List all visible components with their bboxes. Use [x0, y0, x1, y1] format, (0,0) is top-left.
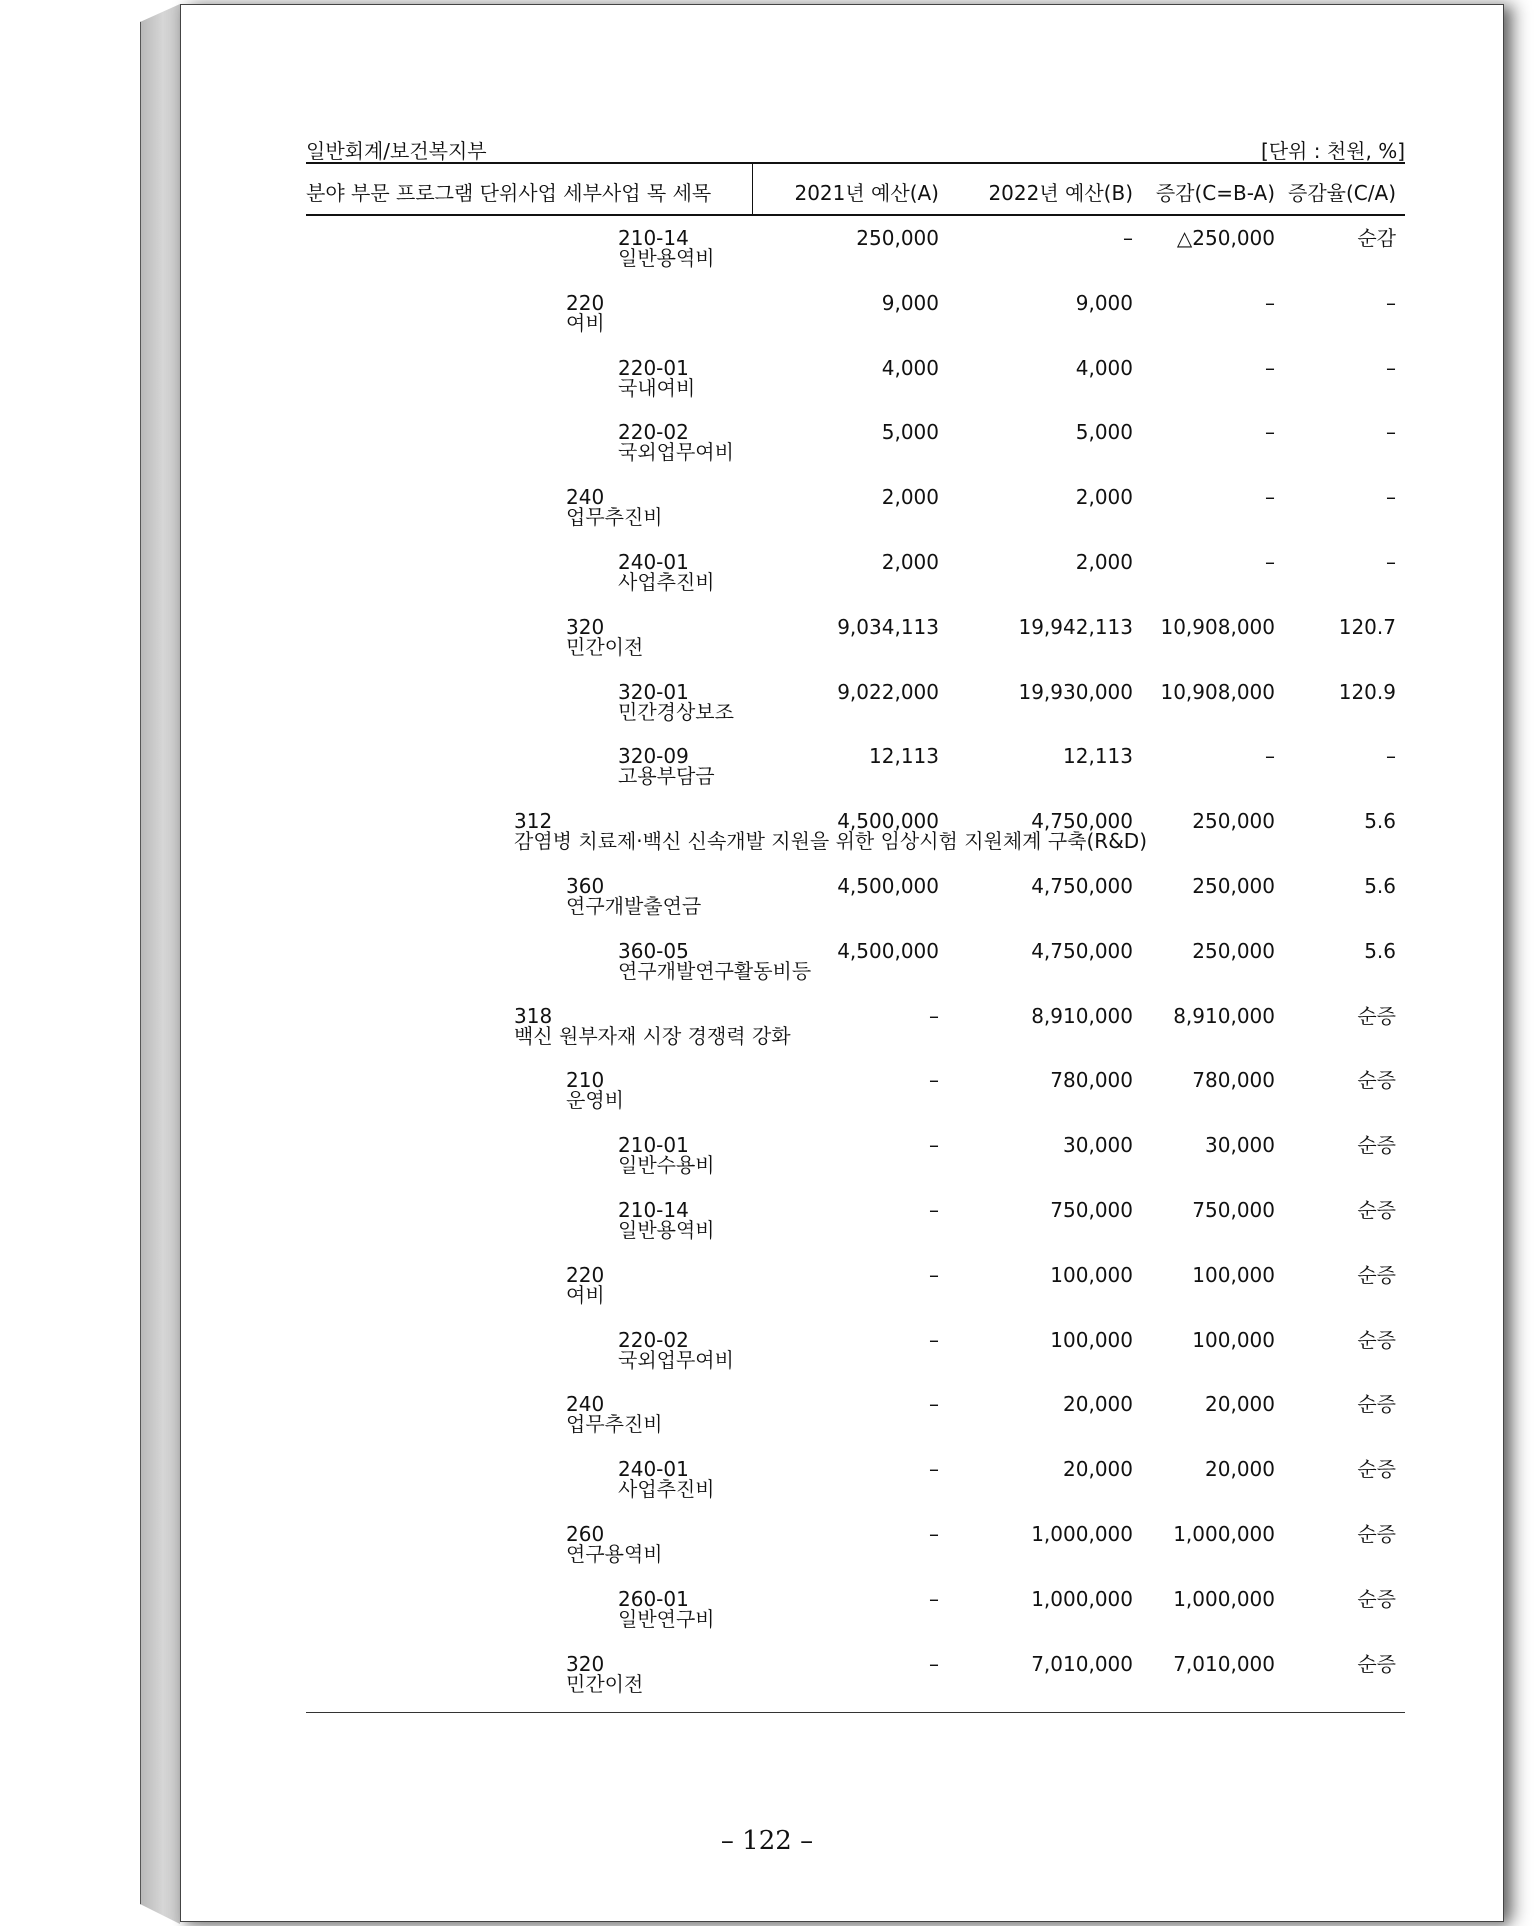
row-change: 20,000 [1205, 1392, 1275, 1417]
row-code: 318 [514, 1003, 553, 1028]
row-name: 여비 [566, 310, 605, 335]
row-change: 10,908,000 [1160, 614, 1275, 639]
row-change: 780,000 [1192, 1068, 1275, 1093]
row-2022-budget: 750,000 [1050, 1198, 1133, 1222]
row-2021-budget: – [929, 1327, 939, 1352]
row-change-rate: 120.9 [1338, 679, 1396, 704]
col-header-change: 증감(C=B-A) [1155, 181, 1275, 205]
row-name: 운영비 [566, 1088, 624, 1113]
col-header-2022: 2022년 예산(B) [988, 181, 1133, 205]
row-name: 사업추진비 [618, 570, 715, 594]
row-change: 10,908,000 [1160, 679, 1275, 704]
table-row [0, 1394, 1534, 1454]
page-number: – 122 – [720, 1826, 814, 1856]
row-2022-budget: 19,942,113 [1018, 614, 1133, 639]
table-row [0, 1327, 1534, 1390]
row-change-rate: 순증 [1357, 1133, 1396, 1158]
table-row [0, 1586, 1534, 1649]
row-change: 8,910,000 [1173, 1003, 1275, 1028]
row-code: 220 [566, 290, 605, 315]
row-code: 220-01 [618, 355, 689, 380]
row-code: 240 [566, 1392, 605, 1417]
row-name: 업무추진비 [566, 505, 663, 530]
row-2021-budget: – [929, 1198, 939, 1222]
row-change-rate: – [1386, 355, 1396, 380]
row-code: 312 [514, 809, 553, 834]
row-change: 250,000 [1192, 938, 1275, 963]
table-row [0, 811, 1534, 871]
row-2021-budget: – [929, 1586, 939, 1611]
row-code: 320-01 [618, 679, 689, 704]
table-row [0, 552, 1534, 612]
table-row [0, 876, 1534, 936]
table-row [0, 1459, 1534, 1519]
row-2022-budget: 1,000,000 [1031, 1522, 1133, 1546]
row-code: 320 [566, 1651, 605, 1676]
row-2021-budget: – [929, 1262, 939, 1287]
table-row [0, 679, 1534, 742]
row-2022-budget: 4,750,000 [1031, 809, 1133, 834]
row-2021-budget: 4,500,000 [837, 809, 939, 834]
unit-label: [단위 : 천원, %] [1260, 139, 1405, 163]
row-2022-budget: 780,000 [1050, 1068, 1133, 1093]
row-2021-budget: 4,500,000 [837, 938, 939, 963]
row-2021-budget: – [929, 1457, 939, 1482]
row-change-rate: 순감 [1357, 226, 1396, 250]
row-change: 100,000 [1192, 1327, 1275, 1352]
row-name: 민간경상보조 [618, 699, 734, 724]
row-2022-budget: 2,000 [1075, 550, 1133, 574]
row-change: 20,000 [1205, 1457, 1275, 1482]
row-2022-budget: 4,000 [1075, 355, 1133, 380]
row-name: 연구개발연구활동비등 [618, 958, 812, 983]
table-row [0, 1003, 1534, 1066]
row-2021-budget: 9,034,113 [837, 614, 939, 639]
row-2022-budget: 4,750,000 [1031, 938, 1133, 963]
row-code: 220-02 [618, 420, 689, 445]
row-code: 260-01 [618, 1586, 689, 1611]
row-change: – [1265, 355, 1275, 380]
row-name: 국내여비 [618, 375, 696, 400]
row-code: 210-14 [618, 1198, 689, 1222]
table-bottom-rule [306, 1712, 1405, 1713]
table-row [0, 1135, 1534, 1195]
col-header-2021: 2021년 예산(A) [794, 181, 939, 205]
row-2021-budget: – [929, 1651, 939, 1676]
row-2021-budget: 12,113 [869, 744, 939, 769]
row-name: 일반수용비 [618, 1153, 715, 1178]
table-row [0, 1200, 1534, 1260]
row-change: 30,000 [1205, 1133, 1275, 1158]
row-2021-budget: 9,022,000 [837, 679, 939, 704]
row-change-rate: 순증 [1357, 1198, 1396, 1222]
row-name: 일반용역비 [618, 246, 715, 270]
row-2022-budget: 19,930,000 [1018, 679, 1133, 704]
row-code: 260 [566, 1522, 605, 1546]
row-2022-budget: – [1123, 226, 1133, 250]
row-name: 연구개발출연금 [566, 894, 702, 918]
row-change-rate: – [1386, 290, 1396, 315]
table-row [0, 1524, 1534, 1584]
row-change-rate: 5.6 [1364, 938, 1396, 963]
table-row [0, 1651, 1534, 1714]
row-code: 320 [566, 614, 605, 639]
row-2022-budget: 100,000 [1050, 1327, 1133, 1352]
row-2022-budget: 20,000 [1063, 1392, 1133, 1417]
row-change: 7,010,000 [1173, 1651, 1275, 1676]
row-name: 민간이전 [566, 634, 644, 659]
row-2022-budget: 2,000 [1075, 485, 1133, 510]
table-row [0, 487, 1534, 547]
row-2021-budget: 4,000 [881, 355, 939, 380]
row-code: 360-05 [618, 938, 689, 963]
row-2021-budget: – [929, 1068, 939, 1093]
row-change: – [1265, 744, 1275, 769]
row-change-rate: – [1386, 420, 1396, 445]
row-change-rate: 5.6 [1364, 874, 1396, 898]
row-change-rate: 순증 [1357, 1522, 1396, 1546]
row-name: 국외업무여비 [618, 1347, 734, 1372]
row-code: 220 [566, 1262, 605, 1287]
row-2021-budget: – [929, 1522, 939, 1546]
row-2021-budget: – [929, 1003, 939, 1028]
row-change-rate: 순증 [1357, 1392, 1396, 1417]
row-2022-budget: 1,000,000 [1031, 1586, 1133, 1611]
row-name: 감염병 치료제·백신 신속개발 지원을 위한 임상시험 지원체계 구축(R&D) [514, 829, 1147, 854]
row-code: 240-01 [618, 1457, 689, 1482]
row-name: 연구용역비 [566, 1542, 663, 1566]
row-change: 100,000 [1192, 1262, 1275, 1287]
table-row [0, 422, 1534, 482]
row-change-rate: – [1386, 485, 1396, 510]
row-2022-budget: 20,000 [1063, 1457, 1133, 1482]
row-2021-budget: 4,500,000 [837, 874, 939, 898]
row-name: 고용부담금 [618, 764, 715, 789]
row-change-rate: 120.7 [1338, 614, 1396, 639]
table-row [0, 1070, 1534, 1130]
row-change: 750,000 [1192, 1198, 1275, 1222]
row-change-rate: 순증 [1357, 1651, 1396, 1676]
table-row [0, 355, 1534, 418]
row-2022-budget: 12,113 [1063, 744, 1133, 769]
row-change: 250,000 [1192, 874, 1275, 898]
row-change-rate: 5.6 [1364, 809, 1396, 834]
table-row [0, 290, 1534, 353]
header-bottom-rule [306, 214, 1405, 216]
row-change: 250,000 [1192, 809, 1275, 834]
row-2021-budget: 250,000 [856, 226, 939, 250]
row-2022-budget: 8,910,000 [1031, 1003, 1133, 1028]
row-change: – [1265, 485, 1275, 510]
row-2021-budget: 2,000 [881, 550, 939, 574]
row-change-rate: 순증 [1357, 1327, 1396, 1352]
row-2022-budget: 30,000 [1063, 1133, 1133, 1158]
row-code: 320-09 [618, 744, 689, 769]
table-row [0, 938, 1534, 1001]
row-code: 210 [566, 1068, 605, 1093]
table-row [0, 228, 1534, 288]
row-2021-budget: 5,000 [881, 420, 939, 445]
row-change-rate: 순증 [1357, 1457, 1396, 1482]
row-code: 240 [566, 485, 605, 510]
header-divider [752, 163, 753, 214]
row-2022-budget: 100,000 [1050, 1262, 1133, 1287]
row-name: 사업추진비 [618, 1477, 715, 1502]
col-header-rate: 증감율(C/A) [1288, 181, 1396, 205]
row-2021-budget: 2,000 [881, 485, 939, 510]
row-code: 210-14 [618, 226, 689, 250]
row-2022-budget: 5,000 [1075, 420, 1133, 445]
col-header-classification: 분야 부문 프로그램 단위사업 세부사업 목 세목 [306, 181, 712, 205]
account-title: 일반회계/보건복지부 [306, 139, 487, 163]
row-change-rate: 순증 [1357, 1586, 1396, 1611]
row-name: 민간이전 [566, 1671, 644, 1696]
header-top-rule [306, 162, 1405, 164]
row-change-rate: 순증 [1357, 1003, 1396, 1028]
row-2022-budget: 9,000 [1075, 290, 1133, 315]
row-code: 360 [566, 874, 605, 898]
row-change-rate: – [1386, 550, 1396, 574]
row-name: 일반연구비 [618, 1606, 715, 1631]
row-change: 1,000,000 [1173, 1522, 1275, 1546]
row-name: 일반용역비 [618, 1218, 715, 1242]
row-code: 240-01 [618, 550, 689, 574]
row-2021-budget: – [929, 1133, 939, 1158]
table-row [0, 614, 1534, 677]
row-code: 210-01 [618, 1133, 689, 1158]
row-2021-budget: 9,000 [881, 290, 939, 315]
row-name: 여비 [566, 1282, 605, 1307]
row-change: △250,000 [1176, 226, 1275, 250]
row-name: 백신 원부자재 시장 경쟁력 강화 [514, 1023, 791, 1048]
table-row [0, 746, 1534, 806]
row-change: – [1265, 550, 1275, 574]
row-change: 1,000,000 [1173, 1586, 1275, 1611]
row-change-rate: – [1386, 744, 1396, 769]
table-row [0, 1262, 1534, 1325]
row-name: 국외업무여비 [618, 440, 734, 465]
row-2021-budget: – [929, 1392, 939, 1417]
row-change-rate: 순증 [1357, 1262, 1396, 1287]
row-change: – [1265, 420, 1275, 445]
row-code: 220-02 [618, 1327, 689, 1352]
row-change-rate: 순증 [1357, 1068, 1396, 1093]
row-2022-budget: 7,010,000 [1031, 1651, 1133, 1676]
row-2022-budget: 4,750,000 [1031, 874, 1133, 898]
row-name: 업무추진비 [566, 1412, 663, 1437]
row-change: – [1265, 290, 1275, 315]
